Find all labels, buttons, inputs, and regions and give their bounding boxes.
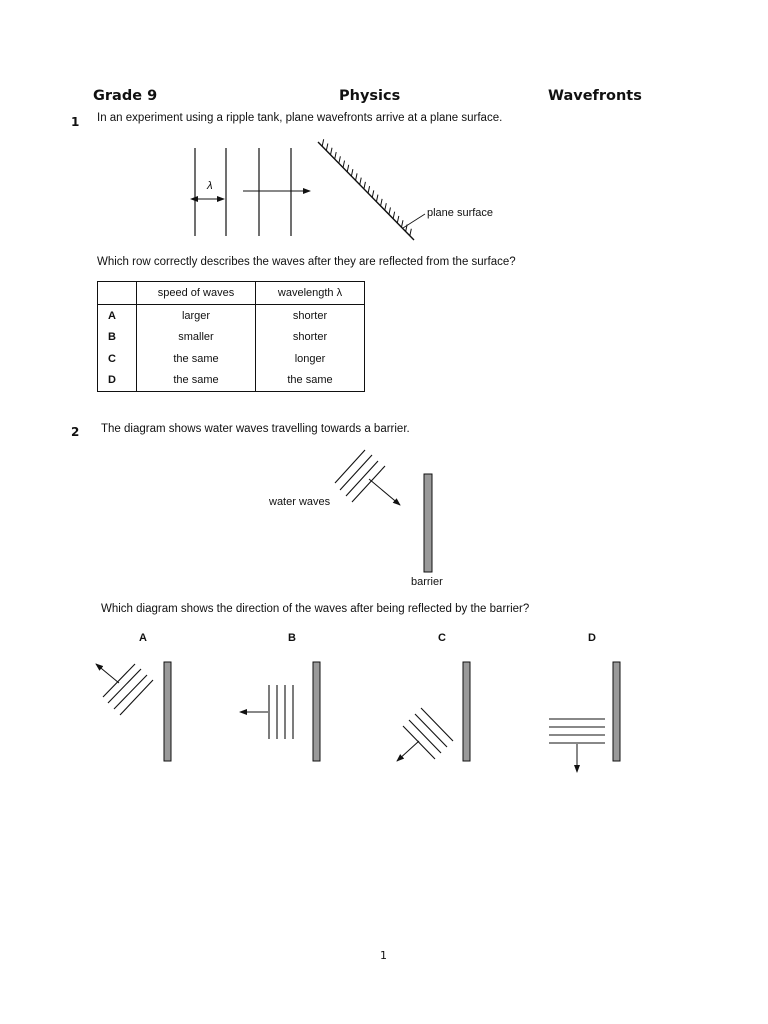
row-wavelength: shorter [256,305,365,327]
header-topic: Wavefronts [548,88,642,104]
header-grade: Grade 9 [93,88,158,104]
barrier-label: barrier [411,576,443,588]
barrier [164,662,171,761]
barrier [313,662,320,761]
page-number: 1 [380,949,387,962]
question-1-number: 1 [71,115,80,129]
option-d-label: D [588,632,596,644]
table-header-speed: speed of waves [137,282,256,305]
header-subject: Physics [339,88,401,104]
question-2-number: 2 [71,425,80,439]
option-b-diagram [240,662,320,761]
question-2-prompt: Which diagram shows the direction of the waves after being reflected by the barrier? [101,603,530,615]
lambda-label: λ [207,180,213,192]
row-letter: C [98,348,137,370]
option-d-diagram [549,662,620,772]
option-a-label: A [139,632,147,644]
option-c-label: C [438,632,446,644]
row-letter: B [98,327,137,349]
row-letter: A [98,305,137,327]
row-letter: D [98,370,137,392]
question-1-intro: In an experiment using a ripple tank, plane wavefronts arrive at a plane surface. [97,112,503,124]
water-waves-label: water waves [269,496,331,508]
row-speed: the same [137,370,256,392]
barrier [613,662,620,761]
question-1-prompt: Which row correctly describes the waves after they are reflected from the surface? [97,256,516,268]
reflected-direction-arrow [96,664,119,683]
reflected-direction-arrow [397,741,419,761]
option-b-label: B [288,632,296,644]
row-wavelength: the same [256,370,365,392]
row-speed: smaller [137,327,256,349]
option-a-diagram [96,662,171,761]
question-2-intro: The diagram shows water waves travelling towards a barrier. [101,423,410,435]
table-header-wavelength: wavelength λ [256,282,365,305]
row-speed: larger [137,305,256,327]
option-c-diagram [397,662,470,761]
plane-surface-label: plane surface [427,207,494,219]
barrier [463,662,470,761]
row-wavelength: shorter [256,327,365,349]
row-wavelength: longer [256,348,365,370]
row-speed: the same [137,348,256,370]
